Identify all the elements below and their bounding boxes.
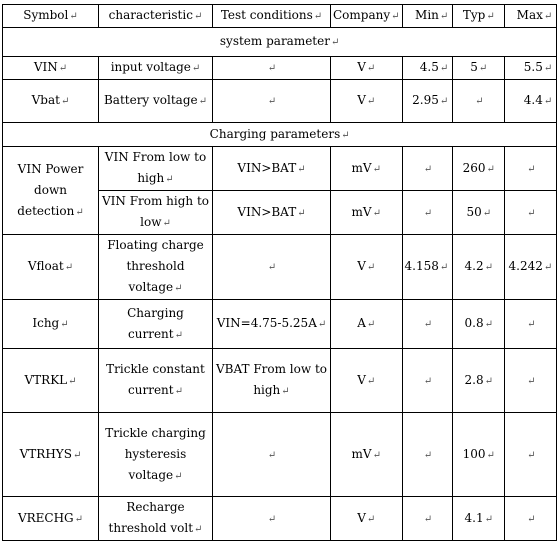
- cell-max: [505, 147, 557, 191]
- cell-min: 4.5 ↵: [402, 57, 453, 80]
- section-charging-parameters: Charging parameters ↵: [3, 123, 557, 147]
- cell-characteristic: Recharge threshold volt ↵: [99, 497, 213, 541]
- cell-characteristic: input voltage ↵: [99, 57, 213, 80]
- cell-symbol: Vfloat ↵: [3, 235, 99, 300]
- cell-max: [505, 497, 557, 541]
- cell-test: [213, 235, 331, 300]
- cell-max: 4.4 ↵: [505, 80, 557, 123]
- cell-typ: 260 ↵: [453, 147, 505, 191]
- cell-typ: [453, 80, 505, 123]
- cell-typ: 50 ↵: [453, 191, 505, 235]
- cell-symbol: Ichg ↵: [3, 300, 99, 349]
- header-company: Company ↵: [331, 5, 403, 28]
- electrical-characteristics-table: [2, 4, 557, 541]
- cell-typ: 2.8 ↵: [453, 349, 505, 413]
- cell-symbol: VIN Power down detection ↵: [3, 147, 99, 235]
- cell-min: [402, 147, 453, 191]
- cell-unit: V ↵: [331, 80, 403, 123]
- table-row: [3, 147, 557, 191]
- section-row: [3, 28, 557, 57]
- cell-characteristic: Trickle charging hysteresis voltage ↵: [99, 413, 213, 497]
- cell-characteristic: Floating charge threshold voltage ↵: [99, 235, 213, 300]
- cell-typ: 4.2 ↵: [453, 235, 505, 300]
- cell-test: [213, 497, 331, 541]
- cell-max: [505, 349, 557, 413]
- cell-characteristic: VIN From low to high ↵: [99, 147, 213, 191]
- cell-test: VIN=4.75-5.25A ↵: [213, 300, 331, 349]
- table-row: [3, 300, 557, 349]
- cell-min: [402, 413, 453, 497]
- section-row: [3, 123, 557, 147]
- cell-symbol: VTRKL ↵: [3, 349, 99, 413]
- cell-unit: V ↵: [331, 349, 403, 413]
- cell-typ: 4.1 ↵: [453, 497, 505, 541]
- cell-unit: V ↵: [331, 235, 403, 300]
- cell-unit: V ↵: [331, 57, 403, 80]
- cell-min: [402, 300, 453, 349]
- cell-test: VIN>BAT ↵: [213, 147, 331, 191]
- cell-symbol: VRECHG ↵: [3, 497, 99, 541]
- cell-characteristic: Charging current ↵: [99, 300, 213, 349]
- cell-characteristic: Battery voltage ↵: [99, 80, 213, 123]
- section-system-parameter: system parameter ↵: [3, 28, 557, 57]
- header-characteristic: characteristic ↵: [99, 5, 213, 28]
- cell-min: [402, 349, 453, 413]
- header-typ: Typ ↵: [453, 5, 505, 28]
- cell-typ: 0.8 ↵: [453, 300, 505, 349]
- cell-test: VIN>BAT ↵: [213, 191, 331, 235]
- cell-min: 2.95 ↵: [402, 80, 453, 123]
- cell-typ: 100 ↵: [453, 413, 505, 497]
- header-symbol: Symbol ↵: [3, 5, 99, 28]
- cell-unit: V ↵: [331, 497, 403, 541]
- table-row: [3, 497, 557, 541]
- table-row: [3, 235, 557, 300]
- table-row: [3, 349, 557, 413]
- cell-symbol: VTRHYS ↵: [3, 413, 99, 497]
- header-min: Min ↵: [402, 5, 453, 28]
- cell-test: [213, 80, 331, 123]
- cell-test: VBAT From low to high ↵: [213, 349, 331, 413]
- cell-characteristic: VIN From high to low ↵: [99, 191, 213, 235]
- cell-max: [505, 300, 557, 349]
- table-row: [3, 80, 557, 123]
- cell-min: [402, 497, 453, 541]
- header-test-conditions: Test conditions ↵: [213, 5, 331, 28]
- cell-max: [505, 413, 557, 497]
- header-row: [3, 5, 557, 28]
- cell-test: [213, 413, 331, 497]
- cell-unit: mV ↵: [331, 413, 403, 497]
- cell-unit: mV ↵: [331, 191, 403, 235]
- cell-test: [213, 57, 331, 80]
- cell-max: [505, 191, 557, 235]
- header-max: Max ↵: [505, 5, 557, 28]
- cell-characteristic: Trickle constant current ↵: [99, 349, 213, 413]
- cell-min: [402, 191, 453, 235]
- cell-unit: A ↵: [331, 300, 403, 349]
- cell-symbol: VIN ↵: [3, 57, 99, 80]
- cell-unit: mV ↵: [331, 147, 403, 191]
- table-row: [3, 57, 557, 80]
- cell-symbol: Vbat ↵: [3, 80, 99, 123]
- cell-max: 5.5 ↵: [505, 57, 557, 80]
- cell-max: 4.242 ↵: [505, 235, 557, 300]
- cell-min: 4.158 ↵: [402, 235, 453, 300]
- table-row: [3, 413, 557, 497]
- cell-typ: 5 ↵: [453, 57, 505, 80]
